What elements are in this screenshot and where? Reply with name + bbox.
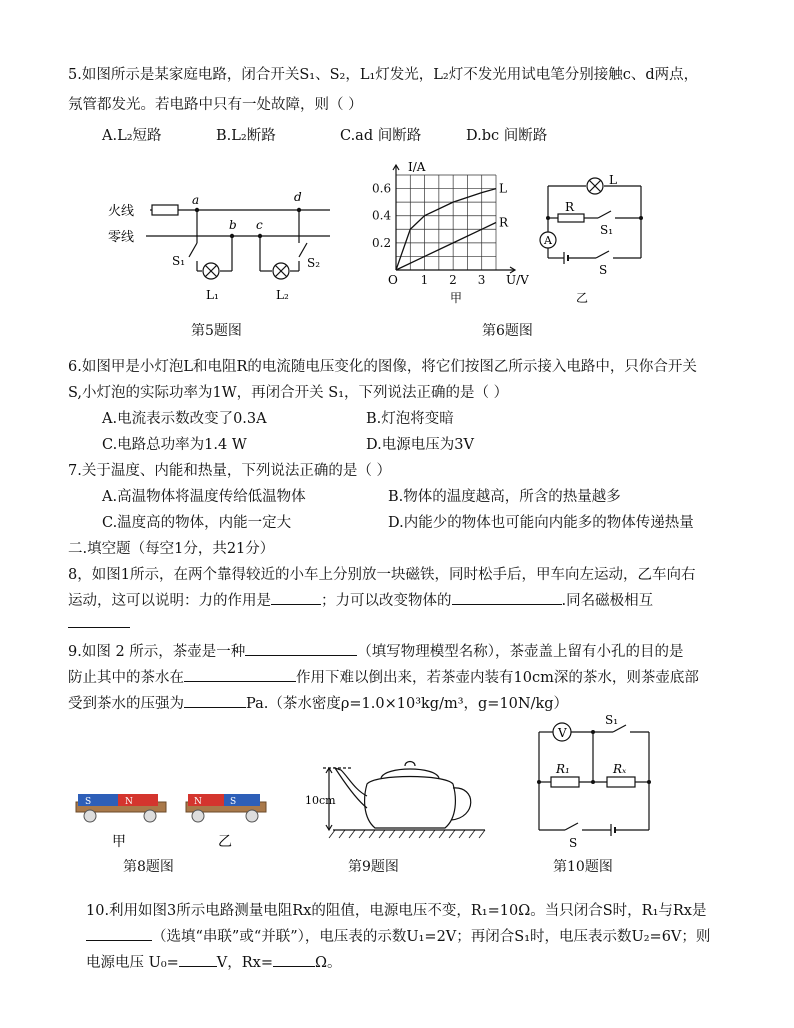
q9-blank-3[interactable] xyxy=(184,693,246,708)
q9-text-a: 9.如图 2 所示，茶壶是一种 xyxy=(68,644,246,660)
q5-figure-caption: 第5题图 xyxy=(191,323,242,339)
point-d: d xyxy=(294,190,302,204)
q6-option-d: D.电源电压为3V xyxy=(366,437,474,453)
teapot-body xyxy=(365,777,456,829)
lamp-l2-label: L₂ xyxy=(276,288,289,302)
point-c: c xyxy=(256,218,263,232)
resistor-r-label: R xyxy=(565,200,575,214)
switch-s2-label: S₂ xyxy=(307,256,321,270)
rx-label: Rₓ xyxy=(613,762,627,776)
voltmeter-label: V xyxy=(558,726,567,740)
resistor-r1 xyxy=(551,777,579,787)
q5-option-b: B.L₂断路 xyxy=(216,128,276,144)
x-tick-label: 2 xyxy=(449,273,457,287)
q9-line3 xyxy=(68,692,568,713)
car-yi xyxy=(186,794,266,822)
q9-text-b: （填写物理模型名称），茶壶盖上留有小孔的目的是 xyxy=(357,644,684,660)
q5-circuit-figure xyxy=(100,185,340,310)
q8-line2 xyxy=(68,589,653,610)
q7-option-c: C.温度高的物体，内能一定大 xyxy=(102,515,292,531)
q7-option-b: B.物体的温度越高，所含的热量越多 xyxy=(388,489,621,505)
q10-text-d: Ω。 xyxy=(315,955,342,971)
height-label: 10cm xyxy=(305,794,336,807)
lamp-l1-label: L₁ xyxy=(206,288,219,302)
q10-line3 xyxy=(86,951,342,972)
q8-blank-1[interactable] xyxy=(271,590,321,605)
live-wire-label: 火线 xyxy=(108,204,135,219)
q8-line3 xyxy=(68,613,130,632)
q6-line1: 6.如图甲是小灯泡L和电阻R的电流随电压变化的图像，将它们按图乙所示接入电路中，只你合开关 xyxy=(68,359,697,375)
q5-option-d: D.bc 间断路 xyxy=(466,128,548,144)
q8-magnet-cars-figure xyxy=(70,780,270,850)
y-axis-label: I/A xyxy=(408,160,426,174)
q8-text-b: ；力可以改变物体的 xyxy=(321,593,452,609)
q7-line1: 7.关于温度、内能和热量，下列说法正确的是（ ） xyxy=(68,463,391,479)
q9-text-c: 防止其中的茶水在 xyxy=(68,670,184,686)
series-label-r: R xyxy=(499,215,509,230)
origin-label: O xyxy=(388,273,398,287)
q9-line1 xyxy=(68,640,684,661)
resistor-rx xyxy=(607,777,635,787)
q9-text-f: Pa.（茶水密度ρ=1.0×10³kg/m³，g=10N/kg） xyxy=(246,696,569,712)
q6-option-a: A.电流表示数改变了0.3A xyxy=(102,411,267,427)
q8-blank-3[interactable] xyxy=(68,613,130,628)
fuse xyxy=(152,205,178,215)
q10-text-a: （选填“串联”或“并联”），电压表的示数U₁=2V；再闭合S₁时，电压表示数U₂=6V；则 xyxy=(152,929,711,945)
q6-iu-graph xyxy=(370,160,530,310)
switch-s1-label: S₁ xyxy=(605,713,619,727)
q6-option-c: C.电路总功率为1.4 W xyxy=(102,437,247,453)
resistor-r xyxy=(558,214,584,222)
q9-text-e: 受到茶水的压强为 xyxy=(68,696,184,712)
y-tick-label: 0.4 xyxy=(372,208,392,223)
switch-s1-label: S₁ xyxy=(172,254,186,268)
switch-s1-label: S₁ xyxy=(600,223,614,237)
q10-blank-3[interactable] xyxy=(273,952,315,967)
q5-option-a: A.L₂短路 xyxy=(102,128,162,144)
q9-blank-1[interactable] xyxy=(245,641,357,656)
q10-blank-2[interactable] xyxy=(179,952,217,967)
car-jia-label: 甲 xyxy=(112,834,126,850)
teapot-spout xyxy=(335,768,367,808)
graph-label-jia: 甲 xyxy=(450,291,463,305)
q8-line1: 8，如图1所示，在两个靠得较近的小车上分别放一块磁铁，同时松手后，甲车向左运动，乙车向右 xyxy=(68,567,696,583)
q10-line1: 10.利用如图3所示电路测量电阻Rx的阻值，电源电压不变，R₁=10Ω。当只闭合S时，R₁与Rx是 xyxy=(86,903,707,919)
q9-line2 xyxy=(68,666,699,687)
magnet-1-n-label: N xyxy=(125,797,133,807)
q8-text-c: .同名磁极相互 xyxy=(561,593,654,609)
q5-line1: 5.如图所示是某家庭电路，闭合开关S₁、S₂，L₁灯发光，L₂灯不发光用试电笔分别接触c、d两点， xyxy=(68,67,699,83)
q6-figure-caption: 第6题图 xyxy=(482,323,533,339)
section-2-heading: 二.填空题（每空1分，共21分） xyxy=(68,541,275,557)
magnet-1-n xyxy=(118,794,158,806)
magnet-2-n-label: N xyxy=(194,797,202,807)
q7-option-d: D.内能少的物体也可能向内能多的物体传递热量 xyxy=(388,515,694,531)
q8-blank-2[interactable] xyxy=(452,590,562,605)
r1-label: R₁ xyxy=(556,762,570,776)
q9-blank-2[interactable] xyxy=(184,667,296,682)
magnet-2-s-label: S xyxy=(230,797,237,807)
q10-figure-caption: 第10题图 xyxy=(553,859,613,875)
q7-option-a: A.高温物体将温度传给低温物体 xyxy=(102,489,306,505)
x-axis-label: U/V xyxy=(506,273,529,287)
q9-text-d: 作用下难以倒出来，若茶壶内装有10cm深的茶水，则茶壶底部 xyxy=(296,670,699,686)
q10-text-b: 电源电压 U₀= xyxy=(86,955,179,971)
q9-teapot-figure xyxy=(305,738,505,848)
q8-figure-caption: 第8题图 xyxy=(123,859,174,875)
y-tick-label: 0.6 xyxy=(372,181,392,196)
car-yi-label: 乙 xyxy=(218,834,232,850)
q10-circuit-figure xyxy=(525,710,665,850)
point-a: a xyxy=(192,193,200,207)
lamp-l-label: L xyxy=(609,173,617,187)
q6-circuit-figure xyxy=(528,168,648,308)
point-b: b xyxy=(229,218,237,232)
y-tick-label: 0.2 xyxy=(372,235,392,250)
q6-option-b: B.灯泡将变暗 xyxy=(366,411,454,427)
ammeter-label: A xyxy=(544,234,552,247)
q5-option-c: C.ad 间断路 xyxy=(340,128,422,144)
x-tick-label: 3 xyxy=(477,273,486,287)
neutral-wire-label: 零线 xyxy=(108,230,135,245)
magnet-1-s xyxy=(78,794,118,806)
q9-figure-caption: 第9题图 xyxy=(348,859,399,875)
q10-blank-1[interactable] xyxy=(86,926,152,941)
switch-s-label: S xyxy=(569,836,578,850)
car-jia xyxy=(76,794,166,822)
magnet-1-s-label: S xyxy=(85,797,92,807)
x-tick-label: 1 xyxy=(420,273,429,287)
q8-text-a: 运动，这可以说明：力的作用是 xyxy=(68,593,271,609)
series-label-l: L xyxy=(499,181,507,196)
q6-line2: S,小灯泡的实际功率为1W，再闭合开关 S₁，下列说法正确的是（ ） xyxy=(68,385,509,401)
q10-line2 xyxy=(86,925,710,946)
q5-line2: 氖管都发光。若电路中只有一处故障，则（ ） xyxy=(68,97,363,113)
switch-s-label: S xyxy=(599,263,608,277)
circuit-label-yi: 乙 xyxy=(576,291,589,305)
q10-text-c: V，Rx= xyxy=(216,955,274,971)
